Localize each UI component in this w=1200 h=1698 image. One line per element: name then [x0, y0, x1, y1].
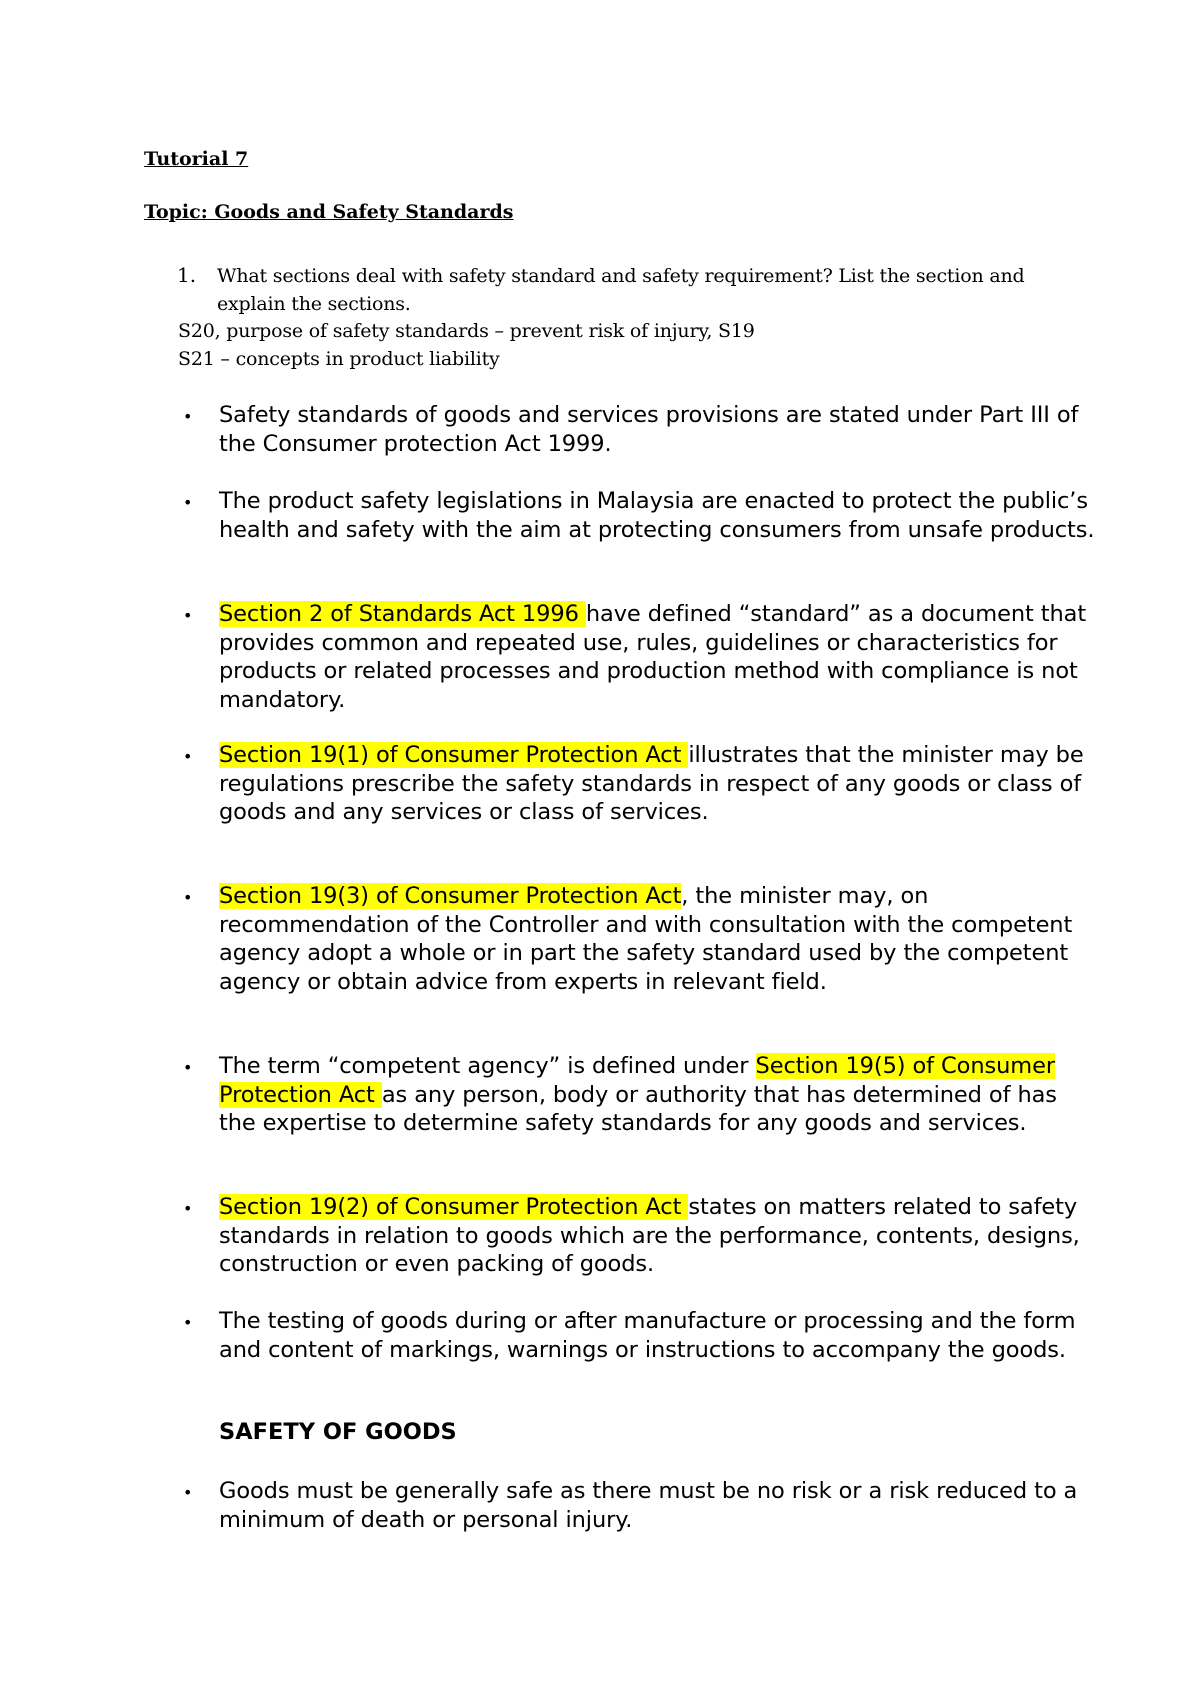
topic-heading: Topic: Goods and Safety Standards: [144, 201, 514, 223]
question-number: 1.: [177, 263, 197, 287]
bullet-paragraph: [219, 487, 1099, 544]
paragraph-text: The testing of goods during or after manufacture or processing and the form and content of markings, warnings or instructions to accompany the goods.: [219, 1308, 1076, 1363]
paragraph-text: Goods must be generally safe as there must be no risk or a risk reduced to a minimum of death or personal injury.: [219, 1478, 1078, 1533]
paragraph-text: , the minister may, on recommendation of the Controller and with consultation with the competent agency adopt a whole or in part the safety standard used by the competent agency or obtain advice from experts in relevant field.: [219, 883, 1073, 995]
bullet-paragraph: [219, 1477, 1099, 1534]
bullet-paragraph: [219, 1193, 1099, 1279]
bullet-paragraph: [219, 1307, 1099, 1364]
bullet-icon: •: [183, 1313, 193, 1332]
paragraph-text: states on matters related to safety standards in relation to goods which are the performance, contents, designs, construction or even packing of goods.: [219, 1194, 1080, 1277]
highlighted-citation: Section 2 of Standards Act 1996: [219, 601, 586, 627]
answer-line: S20, purpose of safety standards – prevent risk of injury, S19: [178, 320, 755, 342]
paragraph-text: as any person, body or authority that has determined of has the expertise to determine safety standards for any goods and services.: [219, 1081, 1057, 1136]
highlighted-citation: Section 19(5) of Consumer Protection Act: [219, 1053, 1055, 1108]
highlighted-citation: Section 19(3) of Consumer Protection Act: [219, 883, 682, 909]
paragraph-text: The term “competent agency” is defined under: [219, 1053, 756, 1079]
paragraph-text: illustrates that the minister may be regulations prescribe the safety standards in respect of any goods or class of goods and any services or class of services.: [219, 742, 1084, 825]
bullet-icon: •: [183, 606, 193, 625]
paragraph-text: Safety standards of goods and services provisions are stated under Part III of the Consumer protection Act 1999.: [219, 402, 1079, 457]
bullet-icon: •: [183, 1199, 193, 1218]
bullet-paragraph: [219, 882, 1099, 996]
bullet-icon: •: [183, 747, 193, 766]
bullet-paragraph: [219, 1052, 1099, 1138]
tutorial-title: Tutorial 7: [144, 148, 249, 170]
bullet-icon: •: [183, 888, 193, 907]
question-text: What sections deal with safety standard and safety requirement? List the section and explain the sections.: [217, 265, 1025, 315]
bullet-paragraph: [219, 600, 1099, 714]
bullet-icon: •: [183, 1058, 193, 1077]
bullet-icon: •: [183, 407, 193, 426]
paragraph-text: have defined “standard” as a document that provides common and repeated use, rules, guidelines or characteristics for products or related processes and production method with compliance is not mandatory.: [219, 601, 1087, 713]
bullet-paragraph: [219, 741, 1099, 827]
paragraph-text: The product safety legislations in Malaysia are enacted to protect the public’s health and safety with the aim at protecting consumers from unsafe products.: [219, 488, 1095, 543]
section-heading: SAFETY OF GOODS: [219, 1419, 457, 1445]
bullet-paragraph: [219, 401, 1099, 458]
bullet-icon: •: [183, 1483, 193, 1502]
highlighted-citation: Section 19(2) of Consumer Protection Act: [219, 1194, 689, 1220]
highlighted-citation: Section 19(1) of Consumer Protection Act: [219, 742, 689, 768]
bullet-icon: •: [183, 493, 193, 512]
answer-line: S21 – concepts in product liability: [178, 348, 500, 370]
